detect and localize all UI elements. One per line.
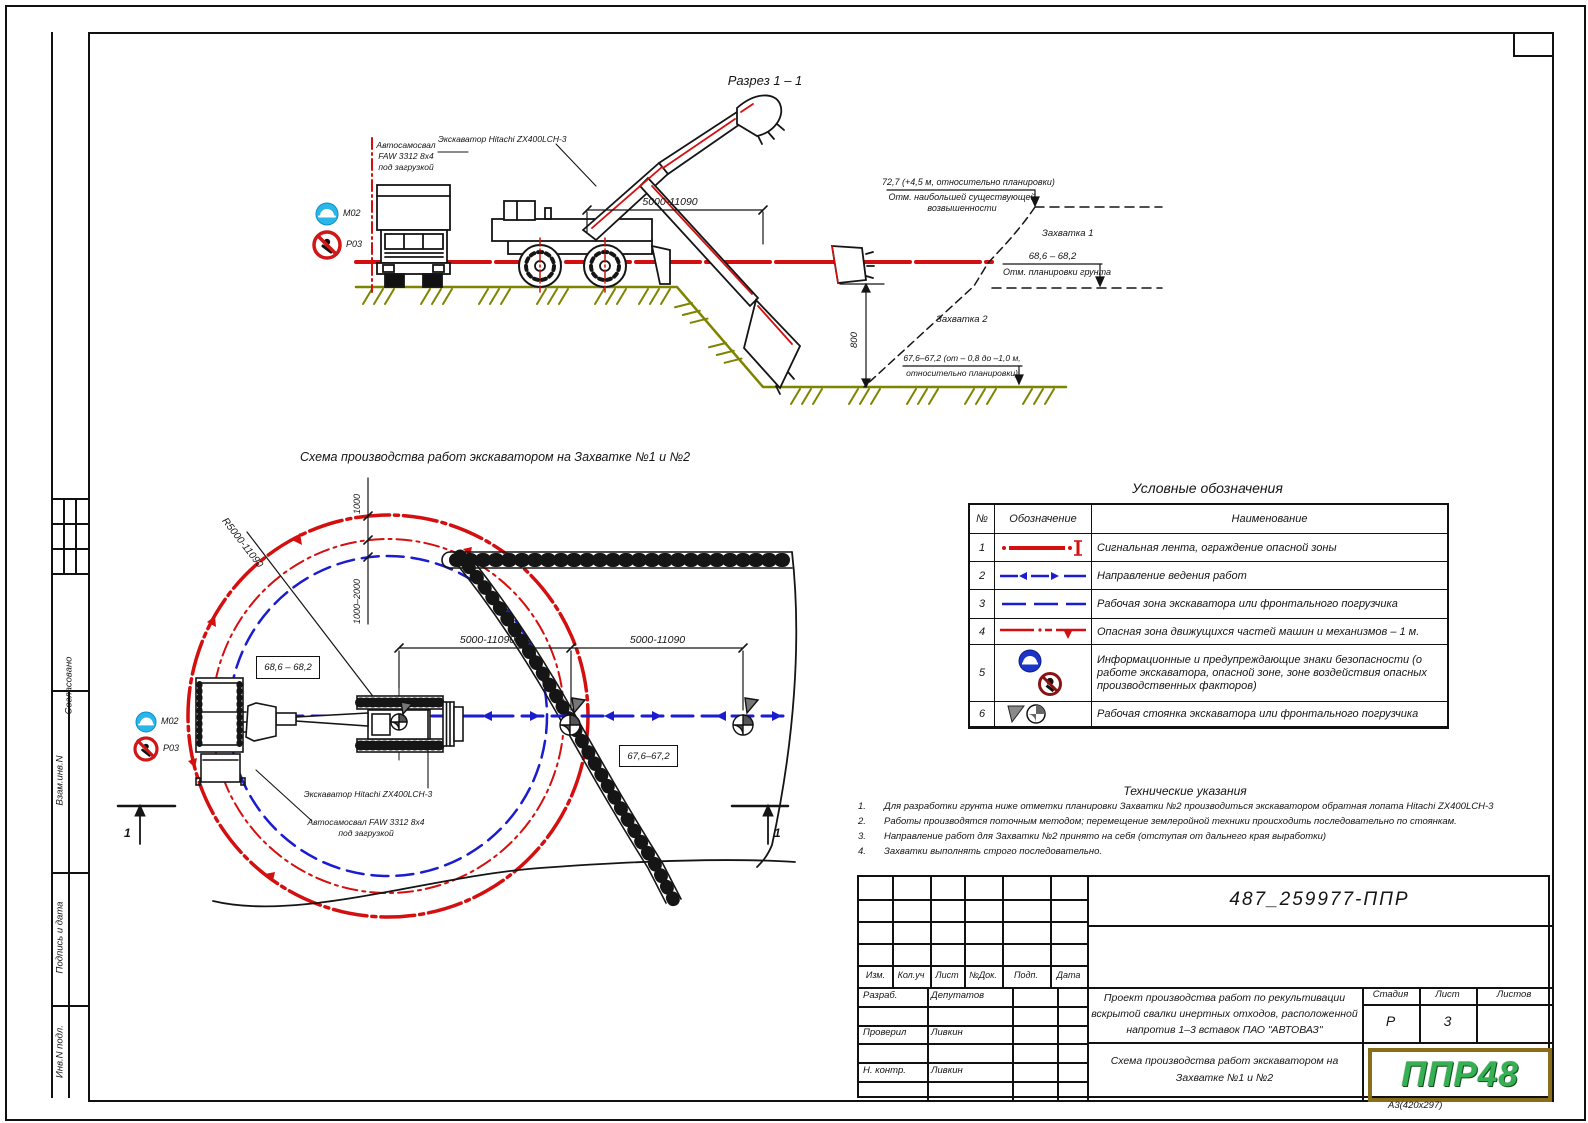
- role-proveril: Проверил: [863, 1027, 907, 1038]
- signal-tape-icon: [995, 534, 1092, 562]
- section-label-leaders: [438, 144, 596, 186]
- elevation-box-1: [256, 656, 320, 679]
- span-dim1-label: 5000-11090: [459, 634, 516, 646]
- note-text: Для разработки грунта ниже отметки планировки Захватки №2 производиться экскаватором обратная лопата Hitachi ZX400LCH-3: [884, 801, 1494, 812]
- p03-label: Р03: [346, 239, 363, 249]
- name-proveril: Ливкин: [931, 1027, 963, 1038]
- legend-col-name: Наименование: [1092, 505, 1447, 534]
- p03-sign-icon: [314, 232, 340, 258]
- truck-label-line2: FAW 3312 8х4: [378, 151, 434, 161]
- note-number: 2.: [858, 816, 866, 827]
- m02-sign-plan-icon: [136, 712, 156, 732]
- legend-col-symbol: Обозначение: [995, 505, 1092, 534]
- note-item: [858, 831, 1326, 842]
- legend-table: [968, 503, 1449, 729]
- truck-label-line3: под загрузкой: [378, 162, 434, 172]
- elev-bot-line1: 67,6–67,2 (от – 0,8 до –1,0 м,: [903, 353, 1021, 363]
- legend-title: Условные обозначения: [1132, 480, 1283, 496]
- danger-zone-icon: [995, 619, 1092, 645]
- span-dim2-label: 5000-11090: [629, 634, 686, 646]
- section-cut-marks: [118, 805, 788, 844]
- m02-sign-icon: [316, 203, 338, 225]
- legend-row-name: Направление ведения работ: [1092, 562, 1447, 590]
- sidebar-sign-date-label: Подпись и дата: [54, 901, 66, 974]
- truck-label-line1: Автосамосвал: [376, 140, 436, 150]
- legend-row-name: Информационные и предупреждающие знаки безопасности (о работе экскаватора, опасной зоне, зоне воздействия опасных производственных факторов): [1092, 645, 1447, 702]
- legend-row-name: Опасная зона движущихся частей машин и механизмов – 1 м.: [1092, 619, 1447, 645]
- doc-number: 487_259977-ППР: [1229, 889, 1410, 910]
- project-name-line2: вскрытой свалки инертных отходов, расположенной: [1091, 1008, 1358, 1020]
- offset-dim1-label: 1000: [352, 493, 362, 514]
- company-logo-text: ППР48: [1401, 1055, 1519, 1094]
- plan-truck-label-line1: Автосамосвал FAW 3312 8х4: [307, 817, 425, 827]
- section-mark-left: 1: [124, 826, 131, 840]
- role-razrab: Разраб.: [863, 990, 898, 1001]
- sidebar-agreed-label: Согласовано: [63, 656, 75, 715]
- note-number: 1.: [858, 801, 866, 812]
- sheet-value: 3: [1443, 1013, 1452, 1029]
- plan-m02-label: М02: [161, 716, 179, 726]
- note-text: Захватки выполнять строго последовательно.: [884, 846, 1103, 857]
- notes-title: Технические указания: [1123, 784, 1247, 798]
- section-mark-right: 1: [774, 826, 781, 840]
- note-item: [858, 846, 1102, 857]
- note-text: Направление работ для Захватки №2 принято на себя (отступая от дальнего края выработки): [884, 831, 1327, 842]
- parking-stand-icon: [995, 702, 1092, 727]
- legend-row-name: Рабочая стоянка экскаватора или фронтального погрузчика: [1092, 702, 1447, 727]
- company-logo: [1368, 1048, 1552, 1102]
- drawing-title-line2: Захватке №1 и №2: [1175, 1072, 1274, 1084]
- title-block: [857, 875, 1550, 1098]
- stage-label: Стадия: [1372, 989, 1409, 1000]
- legend-row-num: 6: [970, 702, 995, 727]
- excavation-boundary-right: [757, 552, 796, 867]
- truck-section: [377, 185, 450, 287]
- work-direction-icon: [995, 562, 1092, 590]
- rev-header-data: Дата: [1056, 970, 1081, 980]
- rev-header-koluch: Кол.уч: [897, 970, 925, 980]
- safety-signs-icon: [995, 645, 1092, 702]
- legend-row-num: 2: [970, 562, 995, 590]
- dim-top-label: 5000-11090: [642, 196, 698, 208]
- sidebar-left-line: [51, 32, 53, 1098]
- zone1-label: Захватка 1: [1042, 228, 1094, 239]
- project-name-line3: напротив 1–3 вставок ПАО "АВТОВАЗ": [1126, 1024, 1323, 1036]
- rev-header-podp: Подп.: [1014, 970, 1038, 980]
- elev-mid-caption: Отм. планировки грунта: [1003, 267, 1112, 277]
- legend-row-num: 4: [970, 619, 995, 645]
- sidebar-inv-label: Инв.N подл.: [54, 1025, 66, 1078]
- plan-title: Схема производства работ экскаватором на Захватке №1 и №2: [300, 450, 691, 464]
- role-nkontr: Н. контр.: [863, 1065, 906, 1076]
- truck-plan: [196, 678, 245, 785]
- rev-header-izm: Изм.: [865, 970, 886, 980]
- excavator-label: Экскаватор Hitachi ZX400LCH-3: [438, 134, 567, 144]
- legend-row-name: Сигнальная лента, ограждение опасной зоны: [1092, 534, 1447, 562]
- legend-row-num: 5: [970, 645, 995, 702]
- note-item: [858, 816, 1457, 827]
- radius-label: R5000-11090: [219, 516, 265, 570]
- format-note: А3(420х297): [1388, 1100, 1443, 1111]
- elev-top-line2: Отм. наибольшей существующей: [888, 192, 1036, 202]
- note-text: Работы производятся поточным методом; перемещение землеройной техники происходить последовательно по стоянкам.: [884, 816, 1457, 827]
- drawing-title-line1: Схема производства работ экскаватором на: [1110, 1055, 1339, 1067]
- work-zone-icon: [995, 590, 1092, 619]
- plan-p03-label: Р03: [163, 743, 180, 753]
- name-nkontr: Ливкин: [931, 1065, 963, 1076]
- note-number: 4.: [858, 846, 866, 857]
- elev-top-line1: 72,7 (+4,5 м, относительно планировки): [882, 177, 1055, 187]
- stage-value: Р: [1385, 1013, 1396, 1029]
- name-razrab: Депутатов: [931, 990, 985, 1001]
- sidebar-vzam-label: Взам.инв.N: [54, 755, 66, 806]
- elev-top-line3: возвышенности: [927, 203, 997, 213]
- bucket-at-level: [832, 246, 874, 283]
- plan-excavator-label: Экскаватор Hitachi ZX400LCH-3: [303, 789, 433, 799]
- legend-row-name: Рабочая зона экскаватора или фронтального погрузчика: [1092, 590, 1447, 619]
- plan-label-leaders: [256, 746, 428, 821]
- note-item: [858, 801, 1493, 812]
- elev-mid-value: 68,6 – 68,2: [1028, 251, 1077, 262]
- legend-row-num: 1: [970, 534, 995, 562]
- elevation-box-2-value: 67,6–67,2: [627, 751, 670, 762]
- excavation-boundary-bottom: [213, 860, 795, 906]
- m02-label: М02: [343, 208, 361, 218]
- sheets-label: Листов: [1496, 989, 1532, 1000]
- note-number: 3.: [858, 831, 866, 842]
- sheet-label: Лист: [1435, 989, 1460, 1000]
- elevation-box-2: [619, 745, 678, 767]
- rev-header-dok: №Док.: [969, 970, 997, 980]
- offset-dim2-label: 1000–2000: [352, 578, 362, 624]
- zone2-label: Захватка 2: [936, 314, 988, 325]
- elevation-box-1-value: 68,6 – 68,2: [264, 662, 312, 673]
- legend-row-num: 3: [970, 590, 995, 619]
- section-title: Разрез 1 – 1: [727, 73, 803, 88]
- rev-header-list: Лист: [935, 970, 959, 980]
- elev-bot-line2: относительно планировки): [906, 368, 1018, 378]
- dim-depth-label: 800: [849, 332, 860, 348]
- excavator-plan: [240, 676, 463, 760]
- legend-col-num: №: [970, 505, 995, 534]
- project-name-line1: Проект производства работ по рекультивации: [1103, 992, 1346, 1004]
- plan-truck-label-line2: под загрузкой: [338, 828, 394, 838]
- p03-sign-plan-icon: [135, 738, 157, 760]
